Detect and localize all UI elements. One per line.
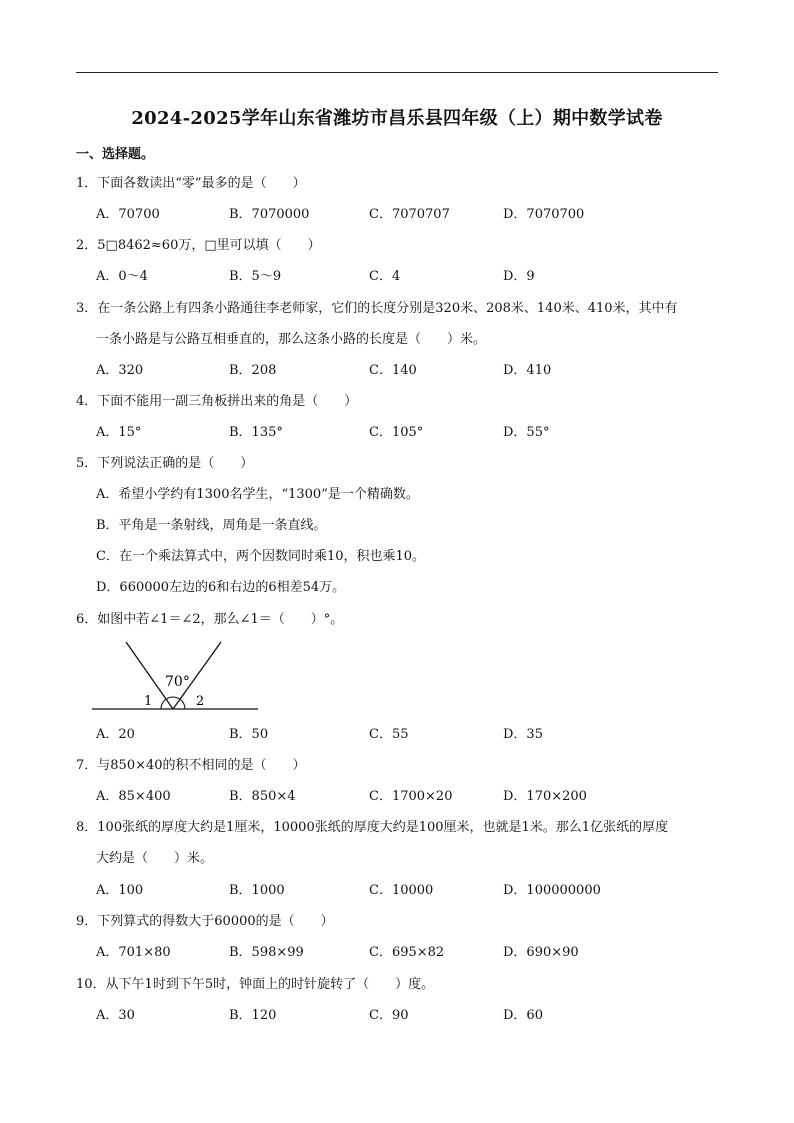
question-text: 从下午1时到下午5时，钟面上的时针旋转了（ ）度。 — [105, 977, 435, 992]
option-d: D．170×200 — [503, 789, 587, 804]
question-2-options — [96, 262, 736, 292]
question-10-options — [96, 1001, 736, 1031]
option-c: C．1700×20 — [369, 789, 453, 804]
option-c: C．90 — [369, 1008, 409, 1023]
section-title: 一、选择题。 — [76, 147, 155, 162]
question-9 — [76, 907, 726, 937]
question-7 — [76, 751, 726, 781]
question-number: 4． — [76, 394, 98, 409]
option-c: C．695×82 — [369, 945, 445, 960]
option-a: A．30 — [96, 1008, 135, 1023]
question-4 — [76, 387, 726, 417]
option-d: D．410 — [503, 363, 552, 378]
question-text: 下面各数读出“零”最多的是（ ） — [97, 176, 306, 191]
question-1-options — [96, 200, 736, 230]
question-3 — [76, 294, 726, 324]
option-c: C．7070707 — [369, 207, 450, 222]
statement-c: C．在一个乘法算式中，两个因数同时乘10，积也乘10。 — [96, 549, 426, 564]
option-a: A．320 — [96, 363, 144, 378]
option-d: D．690×90 — [503, 945, 579, 960]
option-d: D．7070700 — [503, 207, 585, 222]
statement-b: B．平角是一条射线，周角是一条直线。 — [96, 518, 327, 533]
question-3-continuation: 一条小路是与公路互相垂直的，那么这条小路的长度是（ ）米。 — [96, 332, 487, 347]
question-number: 8． — [76, 820, 98, 835]
header-rule — [76, 72, 718, 73]
option-d: D．9 — [503, 269, 535, 284]
option-c: C．55 — [369, 727, 409, 742]
option-a: A．0～4 — [96, 269, 148, 284]
question-4-options — [96, 418, 736, 448]
question-8-continuation: 大约是（ ）米。 — [96, 851, 214, 866]
question-number: 2． — [76, 238, 98, 253]
option-d: D．55° — [503, 425, 550, 440]
angle-label-70: 70° — [165, 674, 190, 690]
option-b: B．5～9 — [229, 269, 282, 284]
option-a: A．701×80 — [96, 945, 171, 960]
question-1 — [76, 169, 726, 199]
question-number: 10． — [76, 977, 106, 992]
option-a: A．85×400 — [96, 789, 171, 804]
option-b: B．598×99 — [229, 945, 304, 960]
question-number: 1． — [76, 176, 98, 191]
statement-d: D．660000左边的6和右边的6相差54万。 — [96, 580, 346, 595]
option-d: D．35 — [503, 727, 543, 742]
question-2 — [76, 231, 726, 261]
question-number: 5． — [76, 456, 98, 471]
question-8-options — [96, 876, 736, 906]
question-text: 下列算式的得数大于60000的是（ ） — [97, 914, 334, 929]
option-b: B．7070000 — [229, 207, 310, 222]
angle-figure — [88, 638, 268, 716]
option-c: C．105° — [369, 425, 424, 440]
question-text: 如图中若∠1＝∠2，那么∠1＝（ ）°。 — [97, 612, 344, 627]
question-7-options — [96, 782, 736, 812]
question-text: 在一条公路上有四条小路通往李老师家，它们的长度分别是320米、208米、140米、410米，其中有 — [97, 301, 678, 316]
option-c: C．10000 — [369, 883, 434, 898]
question-10 — [76, 970, 726, 1000]
question-9-options — [96, 938, 736, 968]
question-5 — [76, 449, 726, 479]
question-number: 6． — [76, 612, 98, 627]
question-text: 下面不能用一副三角板拼出来的角是（ ） — [97, 394, 358, 409]
option-b: B．50 — [229, 727, 269, 742]
statement-a: A．希望小学约有1300名学生，“1300”是一个精确数。 — [96, 487, 419, 502]
question-text: 5□8462≈60万，□里可以填（ ） — [97, 238, 321, 253]
question-number: 3． — [76, 301, 98, 316]
option-a: A．100 — [96, 883, 144, 898]
option-b: B．120 — [229, 1008, 277, 1023]
question-text: 与850×40的积不相同的是（ ） — [97, 758, 306, 773]
question-6-options — [96, 720, 736, 750]
option-b: B．208 — [229, 363, 277, 378]
question-3-options — [96, 356, 736, 386]
question-8 — [76, 813, 726, 843]
question-6 — [76, 605, 726, 635]
angle-arc — [161, 697, 185, 709]
angle-label-2: 2 — [196, 694, 205, 709]
question-number: 9． — [76, 914, 98, 929]
option-a: A．15° — [96, 425, 142, 440]
option-a: A．70700 — [96, 207, 160, 222]
question-text: 下列说法正确的是（ ） — [97, 456, 254, 471]
option-d: D．60 — [503, 1008, 543, 1023]
option-b: B．1000 — [229, 883, 285, 898]
question-number: 7． — [76, 758, 98, 773]
option-b: B．135° — [229, 425, 283, 440]
angle-label-1: 1 — [144, 694, 153, 709]
option-b: B．850×4 — [229, 789, 296, 804]
option-c: C．4 — [369, 269, 401, 284]
document-title: 2024-2025学年山东省潍坊市昌乐县四年级（上）期中数学试卷 — [131, 108, 663, 129]
option-d: D．100000000 — [503, 883, 601, 898]
option-a: A．20 — [96, 727, 135, 742]
option-c: C．140 — [369, 363, 417, 378]
question-text: 100张纸的厚度大约是1厘米，10000张纸的厚度大约是100厘米，也就是1米。那么1亿张纸的厚度 — [97, 820, 669, 835]
